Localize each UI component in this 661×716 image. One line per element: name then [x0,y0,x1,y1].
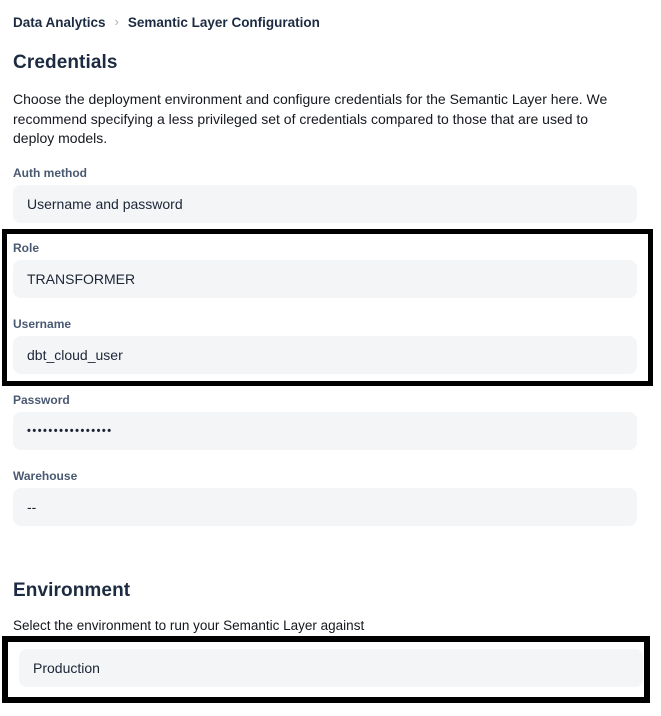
role-label: Role [13,240,40,255]
highlight-box-role-username [2,229,653,386]
username-label: Username [13,316,72,331]
auth-method-label: Auth method [13,165,87,180]
role-input[interactable]: TRANSFORMER [13,260,637,298]
auth-method-field-group [13,166,637,223]
environment-select[interactable]: Production [19,649,643,687]
environment-field-group [19,649,643,687]
credentials-section-title: Credentials [13,52,118,73]
warehouse-field-group [13,469,637,526]
role-field-group [13,241,637,298]
warehouse-label: Warehouse [13,468,78,483]
environment-section-description: Select the environment to run your Semantic Layer against [13,617,365,633]
warehouse-input[interactable]: -- [13,488,637,526]
password-input[interactable]: •••••••••••••••• [13,412,637,450]
username-input[interactable]: dbt_cloud_user [13,336,637,374]
breadcrumb-item-data-analytics[interactable]: Data Analytics [13,14,106,30]
breadcrumb [13,14,661,30]
environment-section-title: Environment [13,579,131,601]
credentials-section-description: Choose the deployment environment and configure credentials for the Semantic Layer here. We recommend specifying a less privileged set of credentials compared to those that are used to deploy models. [13,91,608,146]
username-field-group [13,317,637,374]
password-label: Password [13,392,70,407]
breadcrumb-chevron-icon: › [114,13,119,29]
highlight-box-environment [2,636,650,703]
auth-method-select[interactable]: Username and password [13,185,637,223]
password-field-group [13,393,637,450]
breadcrumb-item-semantic-layer-configuration[interactable]: Semantic Layer Configuration [127,14,320,30]
